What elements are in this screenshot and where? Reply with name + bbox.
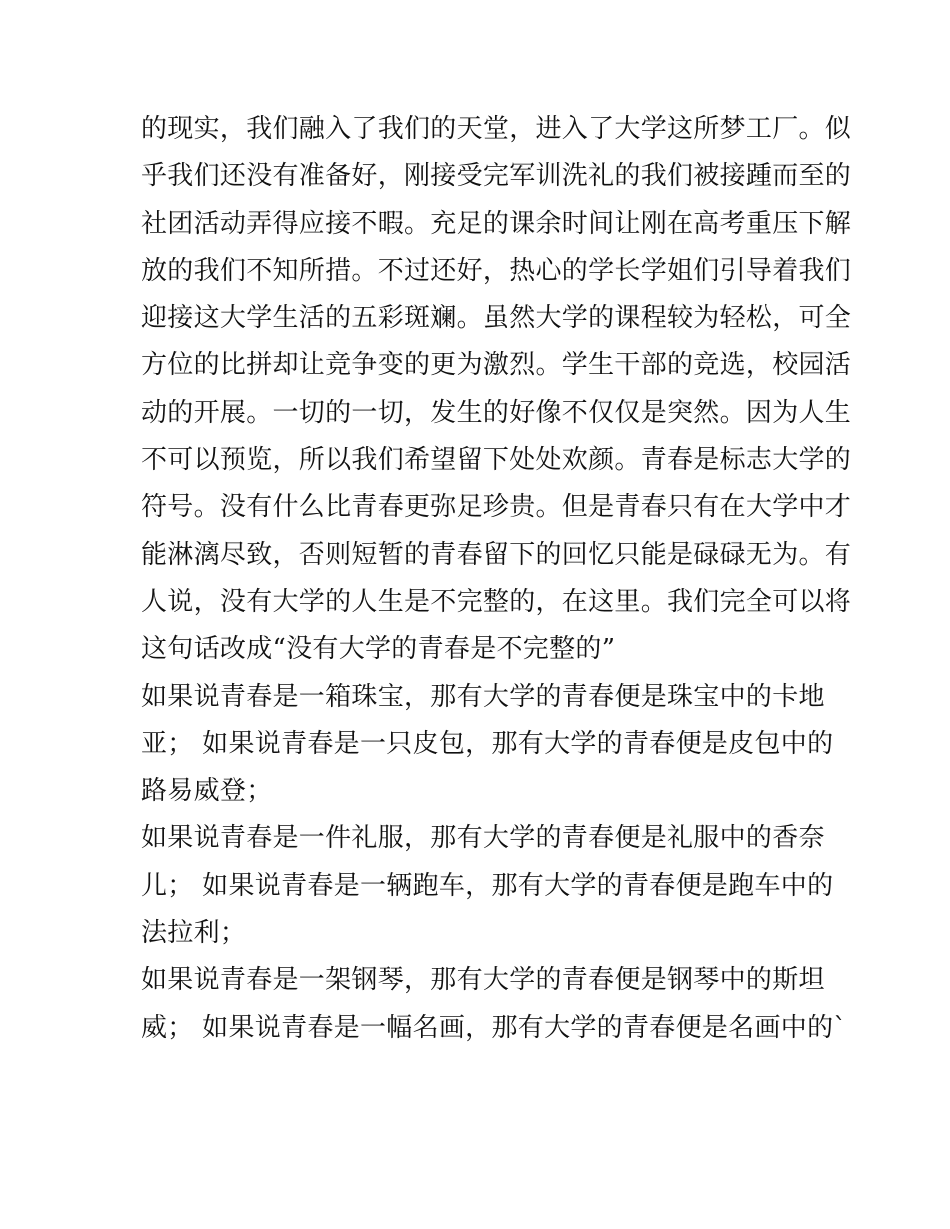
- text-line: 人说，没有大学的人生是不完整的，在这里。我们完全可以将: [141, 586, 852, 617]
- text-line: 威； 如果说青春是一幅名画，那有大学的青春便是名画中的`: [141, 1012, 847, 1043]
- text-line: 亚； 如果说青春是一只皮包，那有大学的青春便是皮包中的: [141, 728, 834, 759]
- text-line: 如果说青春是一箱珠宝，那有大学的青春便是珠宝中的卡地: [141, 681, 825, 712]
- text-line: 这句话改成“没有大学的青春是不完整的”: [141, 634, 616, 665]
- text-line: 符号。没有什么比青春更弥足珍贵。但是青春只有在大学中才: [141, 492, 852, 523]
- text-line: 路易威登；: [141, 776, 273, 807]
- text-line: 动的开展。一切的一切，发生的好像不仅仅是突然。因为人生: [141, 397, 852, 428]
- text-line: 社团活动弄得应接不暇。充足的课余时间让刚在高考重压下解: [141, 208, 852, 239]
- text-line: 法拉利；: [141, 918, 247, 949]
- text-line: 如果说青春是一件礼服，那有大学的青春便是礼服中的香奈: [141, 823, 825, 854]
- text-line: 能淋漓尽致，否则短暂的青春留下的回忆只能是碌碌无为。有: [141, 539, 852, 570]
- text-line: 如果说青春是一架钢琴，那有大学的青春便是钢琴中的斯坦: [141, 965, 825, 996]
- body-text: [141, 106, 852, 1052]
- text-line: 迎接这大学生活的五彩斑斓。虽然大学的课程较为轻松，可全: [141, 303, 852, 334]
- text-line: 不可以预览，所以我们希望留下处处欢颜。青春是标志大学的: [141, 445, 852, 476]
- text-line: 乎我们还没有准备好，刚接受完军训洗礼的我们被接踵而至的: [141, 161, 852, 192]
- text-line: 的现实，我们融入了我们的天堂，进入了大学这所梦工厂。似: [141, 114, 852, 144]
- text-line: 儿； 如果说青春是一辆跑车，那有大学的青春便是跑车中的: [141, 870, 834, 901]
- text-line: 放的我们不知所措。不过还好，热心的学长学姐们引导着我们: [141, 255, 852, 286]
- text-line: 方位的比拼却让竞争变的更为激烈。学生干部的竞选，校园活: [141, 350, 852, 381]
